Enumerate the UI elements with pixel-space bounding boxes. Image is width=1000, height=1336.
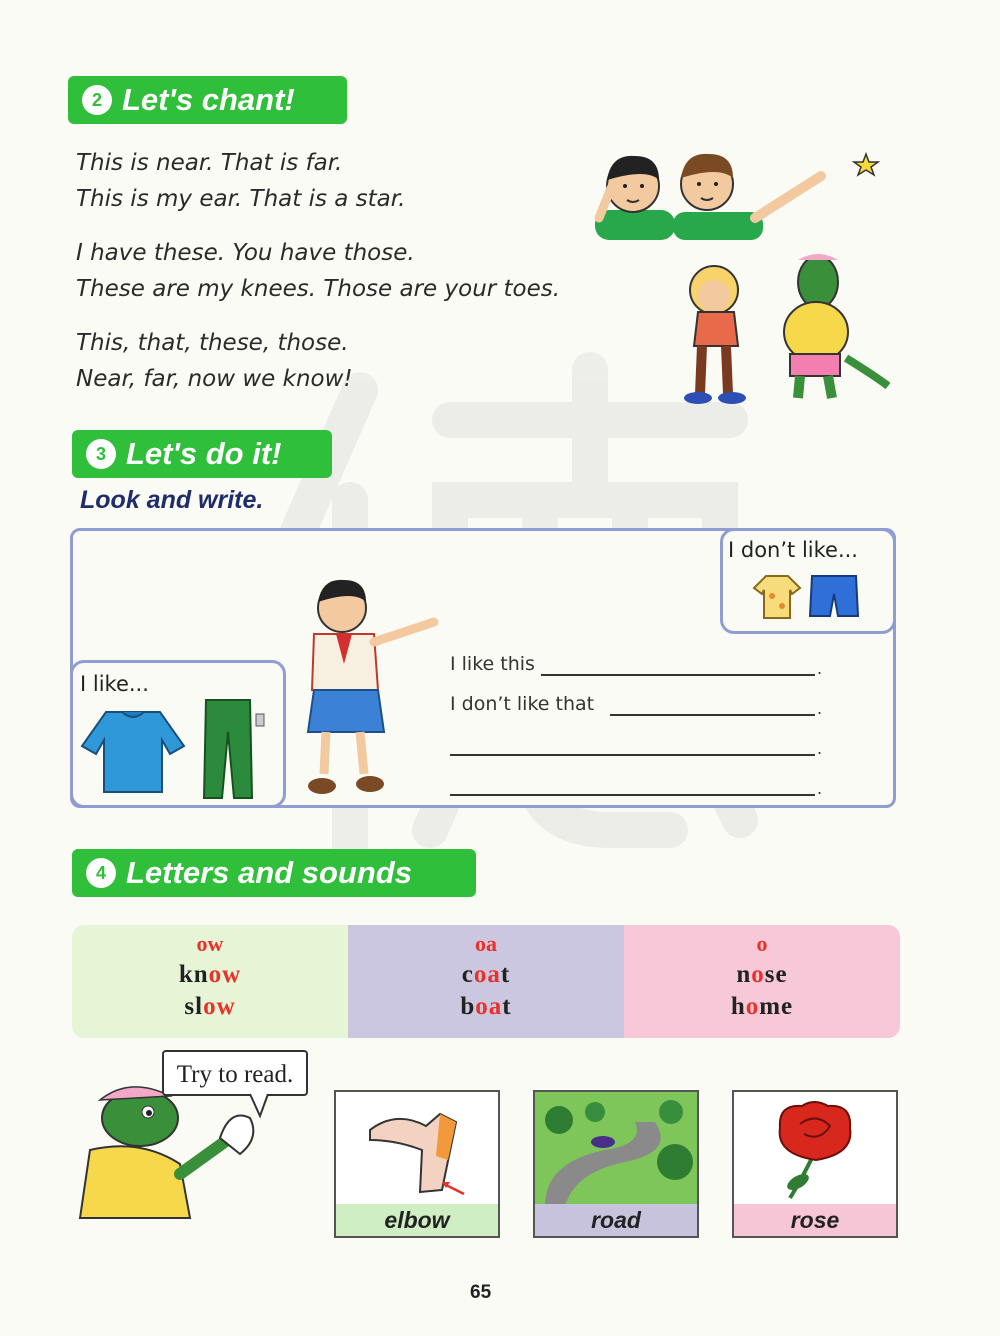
sound-word <box>736 961 787 989</box>
answer-line-3[interactable] <box>450 754 815 756</box>
chant-line: This, that, these, those. <box>76 330 349 356</box>
word-part: kn <box>178 961 209 988</box>
chant-line: This is near. That is far. <box>76 150 343 176</box>
word-highlight: o <box>745 993 760 1020</box>
card-label: road <box>535 1204 697 1236</box>
word-highlight: ow <box>208 961 242 988</box>
sentence-period: . <box>817 698 823 718</box>
word-part: t <box>502 993 512 1020</box>
rose-icon <box>760 1098 870 1202</box>
section-header-chant <box>68 76 347 124</box>
letters-sounds-table <box>72 925 900 1038</box>
chant-line: This is my ear. That is a star. <box>76 186 406 212</box>
word-part: se <box>764 961 788 988</box>
section-number: 2 <box>82 85 112 115</box>
chant-line: Near, far, now we know! <box>76 366 353 392</box>
word-part: b <box>460 993 476 1020</box>
sound-key: oa <box>475 931 497 956</box>
dinosaur-waving-illustration <box>70 1078 270 1228</box>
word-part: h <box>730 993 746 1020</box>
sound-column-o <box>624 925 900 1038</box>
word-part: n <box>736 961 752 988</box>
elbow-icon <box>356 1100 482 1200</box>
answer-line-4[interactable] <box>450 794 815 796</box>
card-label: rose <box>734 1204 896 1236</box>
picture-card-elbow <box>334 1090 500 1238</box>
girl-and-dinosaur-illustration <box>648 246 892 410</box>
chant-line: I have these. You have those. <box>76 240 415 266</box>
boy-pointing-illustration <box>294 574 444 804</box>
word-highlight: o <box>751 961 765 988</box>
speech-bubble-tail <box>246 1094 276 1118</box>
sound-key: o <box>756 931 768 956</box>
picture-card-rose <box>732 1090 898 1238</box>
section-title: Let's chant! <box>122 82 295 117</box>
page-number: 65 <box>470 1282 492 1303</box>
word-highlight: ow <box>203 993 236 1020</box>
sound-word <box>462 961 510 989</box>
section-number: 3 <box>86 439 116 469</box>
section-title: Letters and sounds <box>126 855 412 890</box>
word-part: t <box>500 961 511 988</box>
sentence-period: . <box>817 778 823 798</box>
sentence-period: . <box>817 738 823 758</box>
section-header-do-it <box>72 430 332 478</box>
word-highlight: oa <box>475 993 503 1020</box>
sound-key: ow <box>196 931 224 956</box>
sound-column-ow <box>72 925 348 1038</box>
answer-line-1[interactable] <box>541 674 815 676</box>
like-label: I like... <box>80 672 149 696</box>
word-part: me <box>759 993 794 1020</box>
section-number: 4 <box>86 858 116 888</box>
dislike-label: I don’t like... <box>728 538 858 562</box>
shirt-icon <box>752 572 802 620</box>
speech-bubble: Try to read. <box>162 1050 308 1096</box>
section-header-letters-sounds <box>72 849 476 897</box>
word-part: c <box>461 961 474 988</box>
word-highlight: oa <box>473 961 501 988</box>
trousers-icon <box>198 696 272 800</box>
sound-word <box>460 993 511 1021</box>
word-part: sl <box>184 993 204 1020</box>
picture-card-road <box>533 1090 699 1238</box>
boys-pointing-illustration <box>585 148 895 240</box>
chant-line: These are my knees. Those are your toes. <box>76 276 561 302</box>
shorts-icon <box>808 572 860 620</box>
sound-word <box>184 993 235 1021</box>
answer-line-2[interactable] <box>610 714 815 716</box>
section-title: Let's do it! <box>126 436 282 471</box>
sentence-i-dont-like-that: I don’t like that <box>450 693 595 715</box>
sound-word <box>179 961 241 989</box>
sound-column-oa <box>348 925 624 1038</box>
sentence-i-like-this: I like this <box>450 653 535 675</box>
road-icon <box>535 1092 697 1206</box>
sound-word <box>731 993 793 1021</box>
sweater-icon <box>78 706 188 796</box>
card-label: elbow <box>336 1204 498 1236</box>
sentence-period: . <box>817 658 823 678</box>
instruction-text: Look and write. <box>80 486 264 514</box>
